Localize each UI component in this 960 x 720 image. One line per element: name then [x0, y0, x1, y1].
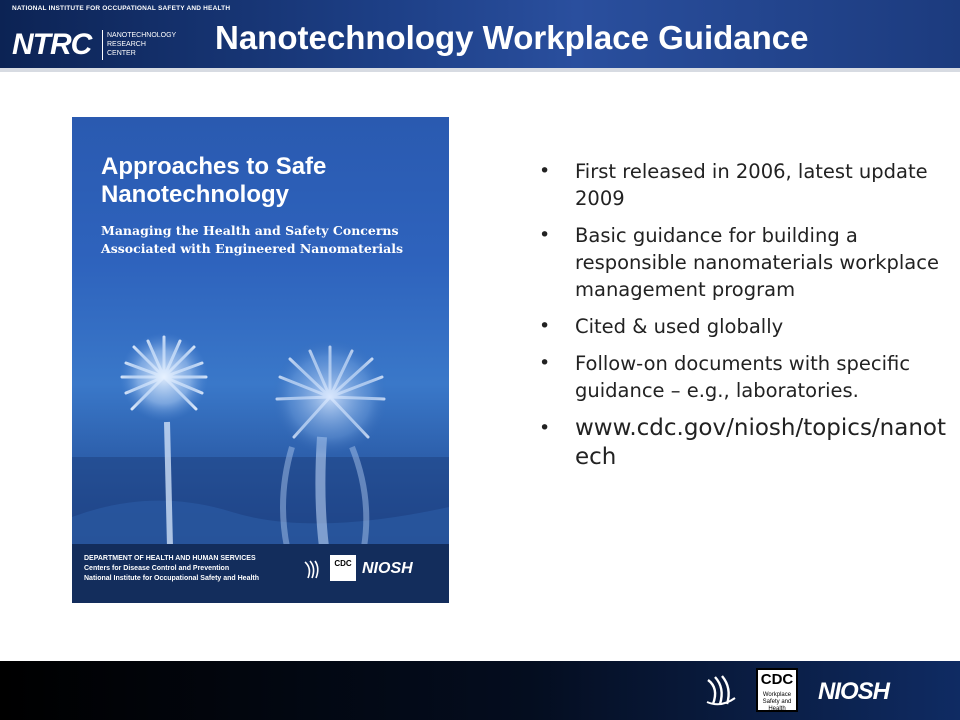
cdc-logo-text: CDC [760, 671, 794, 688]
cover-footer-line-3: National Institute for Occupational Safety and Health [84, 575, 260, 582]
cover-subtitle: Managing the Health and Safety Concerns Associated with Engineered Nanomaterials [101, 223, 404, 256]
ntrc-sub-line-3: CENTER [107, 50, 136, 57]
bullet-item [539, 313, 949, 340]
cover-niosh-logo: NIOSH [362, 560, 413, 577]
hhs-eagle-icon [703, 672, 739, 710]
bullet-text: Basic guidance for building a responsible nanomaterials workplace management program [575, 224, 939, 301]
url-text: www.cdc.gov/niosh/topics/nanotech [575, 415, 947, 470]
bullet-text: Follow-on documents with specific guidance – e.g., laboratories. [575, 352, 911, 402]
slide-title: Nanotechnology Workplace Guidance [215, 19, 809, 56]
bullet-text: Cited & used globally [575, 315, 784, 338]
bullet-text: First released in 2006, latest update 2009 [575, 160, 928, 210]
logo-divider [102, 30, 103, 60]
bullet-list [539, 158, 949, 482]
bullet-item [539, 222, 949, 303]
title-banner [0, 0, 960, 68]
agency-name: NATIONAL INSTITUTE FOR OCCUPATIONAL SAFETY AND HEALTH [12, 5, 231, 12]
cdc-logo-icon [756, 668, 798, 712]
cover-cdc-logo [330, 555, 356, 581]
cdc-sub-line-1: Workplace [762, 692, 792, 698]
ntrc-sub-line-1: NANOTECHNOLOGY [107, 32, 177, 39]
cover-title: Approaches to Safe Nanotechnology [101, 153, 327, 208]
publication-cover-image [72, 117, 449, 603]
nanoparticle-illustration [72, 307, 449, 547]
bullet-item [539, 158, 949, 212]
niosh-logo-icon: NIOSH [818, 678, 890, 705]
cover-footer [72, 544, 449, 603]
cover-footer-line-1: DEPARTMENT OF HEALTH AND HUMAN SERVICES [84, 555, 256, 562]
cover-footer-line-2: Centers for Disease Control and Prevention [84, 565, 230, 572]
cdc-sub-line-2: Safety and Health [762, 699, 792, 712]
hhs-eagle-icon [302, 558, 322, 582]
cdc-logo-subtext [758, 692, 796, 713]
bullet-item [539, 350, 949, 404]
ntrc-sub-line-2: RESEARCH [107, 41, 146, 48]
ntrc-logo: NTRC [12, 28, 92, 61]
cover-cdc-text: CDC [334, 559, 352, 568]
header-rule [0, 68, 960, 72]
bullet-dot: • [539, 224, 551, 246]
bullet-dot: • [539, 315, 551, 337]
footer-bar [0, 661, 960, 720]
ntrc-logo-subtext [107, 31, 176, 58]
bullet-item-url [539, 414, 949, 472]
bullet-dot: • [539, 352, 551, 374]
cover-footer-text [84, 554, 304, 584]
bullet-dot: • [539, 417, 551, 439]
bullet-dot: • [539, 160, 551, 182]
